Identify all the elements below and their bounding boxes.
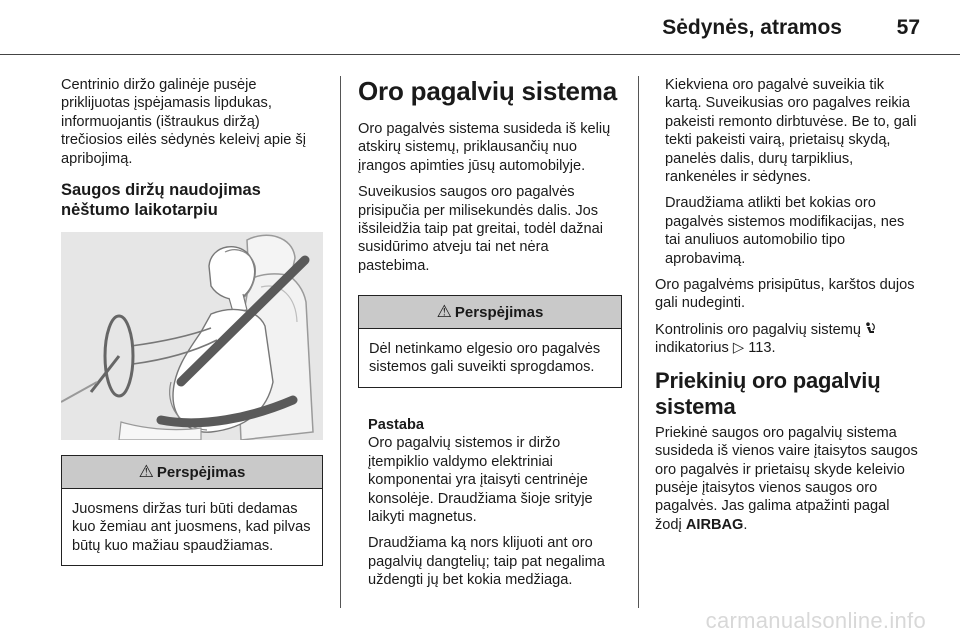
pregnancy-warning-box [61,455,323,566]
column-1 [61,76,323,220]
indicator-text-b: indikatorius [655,340,729,357]
page-reference-icon: ▷ [732,340,745,357]
intro-paragraph: Centrinio diržo galinėje pusėje priklijuotas įspėjamasis lipdukas, informuojantis (ištraukus diržą) trečiosios eilės sėdynės keleivį apie šį apribojimą. [61,77,306,167]
warning-title: Perspėjimas [156,464,246,481]
sentence-end: . [743,516,748,533]
warning-triangle-icon: ⚠ [138,462,154,481]
airbag-warning-box [358,295,622,388]
airbag-paragraph-2: Suveikusios saugos oro pagalvės prisipučia per milisekundės dalis. Jos išsileidžia taip pat greitai, todėl dažnai susidūrimo atveju tai net nėra pastebima. [358,184,603,274]
note-label: Pastaba [368,417,424,433]
page-reference[interactable]: 113. [748,340,776,357]
airbag-system-heading: Oro pagalvių sistema [358,76,617,106]
front-airbag-paragraph [655,424,920,534]
pregnancy-heading: Saugos diržų naudojimas nėštumo laikotarpiu [61,181,261,220]
watermark: carmanualsonline.info [705,608,926,633]
airbag-indicator-paragraph [655,321,920,358]
airbag-paragraph-3: Kiekviena oro pagalvė suveikia tik kartą. Suveikusias oro pagalves reikia pakeisti remonto dirbtuvėse. Be to, gali tekti pakeisti vairą, prietaisų skydą, panelės dalis, durų tarpiklius, rankenėles ir sėdynes. [665,77,917,186]
warning-title: Perspėjimas [454,304,544,321]
column-3 [655,76,920,542]
note-block [368,416,624,598]
section-title: Sėdynės, atramos [662,16,842,39]
warning-triangle-icon: ⚠ [436,302,452,321]
warning-header [359,296,621,329]
warning-text: Juosmens diržas turi būti dedamas kuo žemiau ant juosmens, kad pilvas būtų kuo mažiau spaudžiamas. [72,501,311,554]
airbag-paragraph-5: Oro pagalvėms prisipūtus, karštos dujos gali nudeginti. [655,277,915,312]
seatbelt-illustration-icon [61,232,323,440]
column-divider [340,76,341,608]
front-airbag-heading: Priekinių oro pagalvių sistema [655,367,881,419]
note-paragraph-1: Oro pagalvių sistemos ir diržo įtempiklio valdymo elektriniai komponentai yra įtaisyti centrinėje konsolėje. Draudžiama šioje srityje laikyti magnetus. [368,435,593,526]
pregnant-woman-seatbelt-illustration [61,232,323,440]
airbag-indicator-icon [865,322,876,335]
column-2 [358,76,622,283]
warning-header [62,456,322,489]
warning-text: Dėl netinkamo elgesio oro pagalvės sistemos gali suveikti sprogdamos. [369,341,601,376]
header-divider [0,54,960,55]
airbag-paragraph-4: Draudžiama atlikti bet kokias oro pagalvės sistemos modifikacijas, nes tai anuliuos automobilio tipo aprobavimą. [665,195,905,267]
note-paragraph-2: Draudžiama ką nors klijuoti ant oro pagalvių dangtelių; taip pat negalima uždengti jų bet kokia medžiaga. [368,535,605,589]
airbag-paragraph-1: Oro pagalvės sistema susideda iš kelių atskirų sistemų, priklausančių nuo įrangos apimties jūsų automobilyje. [358,121,611,174]
front-airbag-text: Priekinė saugos oro pagalvių sistema susideda iš vienos vaire įtaisytos saugos oro pagalvės ir prietaisų skyde keleivio pusėje įtaisytos vienos saugos oro pagalvės. Jas galima atpažinti pagal žodį [655,424,918,533]
airbag-word: AIRBAG [685,516,744,533]
column-divider [638,76,639,608]
indicator-text-a: Kontrolinis oro pagalvių sistemų [655,321,862,338]
page-number: 57 [896,16,920,39]
